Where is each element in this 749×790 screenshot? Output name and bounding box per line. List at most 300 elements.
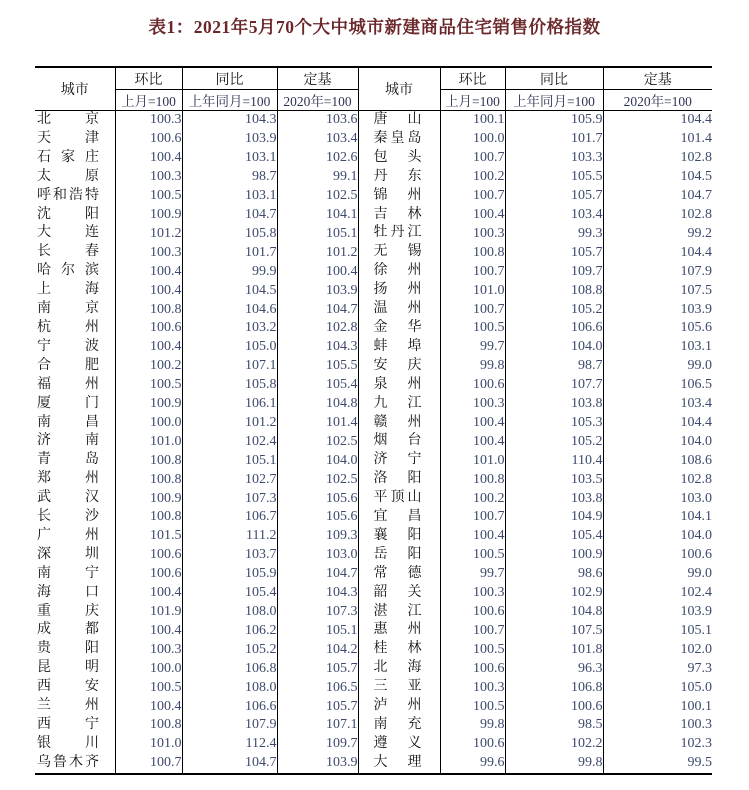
base-value: 104.1 bbox=[277, 206, 358, 225]
city-cell bbox=[35, 206, 115, 225]
table-row bbox=[35, 640, 712, 659]
city-cell bbox=[35, 565, 115, 584]
city-cell bbox=[35, 395, 115, 414]
city-name: 大 连 bbox=[37, 225, 99, 241]
yoy-value: 105.4 bbox=[182, 584, 277, 603]
mom-value: 99.7 bbox=[440, 565, 505, 584]
city-cell bbox=[358, 735, 440, 754]
mom-value: 100.7 bbox=[115, 754, 182, 774]
city-name: 扬 州 bbox=[373, 282, 422, 298]
city-name: 遵 义 bbox=[373, 735, 422, 751]
mom-value: 100.2 bbox=[440, 168, 505, 187]
mom-value: 100.6 bbox=[115, 565, 182, 584]
base-value: 99.0 bbox=[687, 358, 712, 374]
yoy-value: 103.8 bbox=[505, 395, 603, 414]
city-name: 兰 州 bbox=[37, 698, 99, 714]
mom-value: 100.5 bbox=[115, 678, 182, 697]
base-value: 102.5 bbox=[277, 470, 358, 489]
city-name: 哈 尔 滨 bbox=[37, 263, 99, 279]
yoy-value: 103.1 bbox=[182, 149, 277, 168]
city-cell bbox=[35, 716, 115, 735]
yoy-value: 105.2 bbox=[505, 300, 603, 319]
city-cell bbox=[358, 716, 440, 735]
mom-value: 100.4 bbox=[115, 262, 182, 281]
yoy-value: 105.2 bbox=[505, 432, 603, 451]
base-column-header: 定基 bbox=[603, 67, 712, 90]
city-cell bbox=[35, 281, 115, 300]
table-body bbox=[35, 111, 712, 774]
city-name: 牡 丹 江 bbox=[373, 225, 422, 241]
table-row bbox=[35, 168, 712, 187]
base-value: 100.3 bbox=[680, 717, 712, 733]
yoy-value: 100.9 bbox=[505, 546, 603, 565]
city-cell bbox=[35, 262, 115, 281]
city-cell bbox=[358, 697, 440, 716]
city-cell bbox=[358, 659, 440, 678]
base-value: 103.1 bbox=[680, 339, 712, 355]
table-row bbox=[35, 546, 712, 565]
base-column-header: 定基 bbox=[277, 67, 358, 90]
yoy-value: 105.8 bbox=[182, 224, 277, 243]
city-name: 大 理 bbox=[373, 754, 422, 770]
mom-value: 100.0 bbox=[115, 659, 182, 678]
mom-value: 100.7 bbox=[440, 300, 505, 319]
mom-value: 99.8 bbox=[440, 357, 505, 376]
city-column-header: 城市 bbox=[35, 67, 115, 111]
city-name: 无 锡 bbox=[373, 244, 422, 260]
mom-value: 100.8 bbox=[115, 470, 182, 489]
yoy-value: 112.4 bbox=[182, 735, 277, 754]
table-row bbox=[35, 432, 712, 451]
mom-value: 100.8 bbox=[440, 243, 505, 262]
yoy-value: 102.7 bbox=[182, 470, 277, 489]
city-name: 平 顶 山 bbox=[373, 490, 422, 506]
city-name: 西 宁 bbox=[37, 717, 99, 732]
city-cell bbox=[35, 640, 115, 659]
base-value: 102.5 bbox=[277, 187, 358, 206]
mom-value: 100.1 bbox=[440, 111, 505, 130]
yoy-value: 110.4 bbox=[505, 451, 603, 470]
city-cell bbox=[35, 149, 115, 168]
base-value: 109.3 bbox=[277, 527, 358, 546]
mom-value: 101.9 bbox=[115, 603, 182, 622]
city-name: 石 家 庄 bbox=[37, 149, 99, 165]
city-cell bbox=[358, 130, 440, 149]
yoy-value: 98.5 bbox=[505, 716, 603, 735]
mom-value: 100.6 bbox=[440, 735, 505, 754]
city-cell bbox=[358, 111, 440, 130]
city-cell bbox=[35, 432, 115, 451]
yoy-value: 107.5 bbox=[505, 621, 603, 640]
yoy-value: 104.5 bbox=[182, 281, 277, 300]
city-name: 呼 和 浩 特 bbox=[37, 187, 99, 203]
city-name: 岳 阳 bbox=[373, 546, 422, 562]
yoy-value: 101.2 bbox=[182, 414, 277, 433]
city-name: 南 宁 bbox=[37, 565, 99, 581]
base-value: 107.5 bbox=[680, 282, 712, 298]
yoy-value: 106.6 bbox=[182, 697, 277, 716]
price-index-table bbox=[35, 66, 712, 775]
base-value: 104.4 bbox=[680, 112, 712, 128]
city-cell bbox=[35, 697, 115, 716]
city-cell bbox=[35, 546, 115, 565]
yoy-value: 106.8 bbox=[505, 678, 603, 697]
base-value: 103.9 bbox=[680, 301, 712, 317]
yoy-value: 96.3 bbox=[505, 659, 603, 678]
table-row bbox=[35, 187, 712, 206]
yoy-value: 100.6 bbox=[505, 697, 603, 716]
city-cell bbox=[358, 338, 440, 357]
city-name: 乌 鲁 木 齐 bbox=[37, 754, 99, 770]
base-value: 103.9 bbox=[277, 754, 358, 774]
city-name: 广 州 bbox=[37, 527, 99, 543]
city-cell bbox=[358, 565, 440, 584]
base-value: 105.4 bbox=[277, 376, 358, 395]
city-name: 重 庆 bbox=[37, 603, 99, 619]
city-name: 南 充 bbox=[373, 717, 422, 732]
base-value: 102.3 bbox=[680, 736, 712, 752]
city-cell bbox=[358, 243, 440, 262]
base-value: 105.1 bbox=[277, 224, 358, 243]
base-value: 103.4 bbox=[680, 396, 712, 412]
mom-value: 100.5 bbox=[115, 376, 182, 395]
yoy-value: 106.7 bbox=[182, 508, 277, 527]
city-name: 温 州 bbox=[373, 301, 422, 317]
city-name: 桂 林 bbox=[373, 641, 422, 657]
city-cell bbox=[358, 470, 440, 489]
yoy-value: 105.5 bbox=[505, 168, 603, 187]
yoy-value: 109.7 bbox=[505, 262, 603, 281]
base-value: 104.0 bbox=[277, 451, 358, 470]
mom-value: 100.7 bbox=[440, 621, 505, 640]
mom-value: 100.5 bbox=[440, 546, 505, 565]
mom-value: 100.5 bbox=[115, 187, 182, 206]
base-value: 99.5 bbox=[687, 755, 712, 771]
city-name: 襄 阳 bbox=[373, 527, 422, 543]
city-cell bbox=[35, 338, 115, 357]
yoy-value: 104.0 bbox=[505, 338, 603, 357]
yoy-value: 104.8 bbox=[505, 603, 603, 622]
table-row bbox=[35, 338, 712, 357]
city-cell bbox=[358, 678, 440, 697]
yoy-value: 99.8 bbox=[505, 754, 603, 774]
city-cell bbox=[358, 584, 440, 603]
city-cell bbox=[358, 300, 440, 319]
city-cell bbox=[358, 432, 440, 451]
city-name: 洛 阳 bbox=[373, 471, 422, 487]
yoy-value: 106.2 bbox=[182, 621, 277, 640]
base-value: 105.7 bbox=[277, 697, 358, 716]
city-cell bbox=[358, 168, 440, 187]
table-row bbox=[35, 584, 712, 603]
mom-value: 100.6 bbox=[115, 319, 182, 338]
base-value: 97.3 bbox=[687, 660, 712, 676]
mom-value: 101.0 bbox=[440, 451, 505, 470]
base-value: 107.9 bbox=[680, 263, 712, 279]
table-row bbox=[35, 300, 712, 319]
table-header bbox=[35, 67, 712, 111]
city-cell bbox=[35, 414, 115, 433]
city-name: 蚌 埠 bbox=[373, 338, 422, 354]
mom-value: 100.7 bbox=[440, 149, 505, 168]
mom-value: 100.6 bbox=[440, 603, 505, 622]
yoy-base-note: 上年同月=100 bbox=[505, 90, 603, 111]
base-value: 99.1 bbox=[277, 168, 358, 187]
mom-value: 100.7 bbox=[440, 262, 505, 281]
mom-value: 101.0 bbox=[440, 281, 505, 300]
city-name: 三 亚 bbox=[373, 679, 422, 695]
mom-value: 101.5 bbox=[115, 527, 182, 546]
yoy-value: 105.9 bbox=[505, 111, 603, 130]
table-row bbox=[35, 206, 712, 225]
city-name: 天 津 bbox=[37, 130, 99, 146]
yoy-value: 105.0 bbox=[182, 338, 277, 357]
city-name: 昆 明 bbox=[37, 660, 99, 676]
city-cell bbox=[35, 376, 115, 395]
table-row bbox=[35, 357, 712, 376]
base-value: 104.2 bbox=[277, 640, 358, 659]
table-row bbox=[35, 376, 712, 395]
yoy-base-note: 上年同月=100 bbox=[182, 90, 277, 111]
fixed-base-note: 2020年=100 bbox=[277, 90, 358, 111]
mom-value: 100.8 bbox=[440, 470, 505, 489]
city-cell bbox=[358, 187, 440, 206]
city-name: 泸 州 bbox=[373, 698, 422, 714]
yoy-value: 104.7 bbox=[182, 206, 277, 225]
base-value: 105.6 bbox=[277, 508, 358, 527]
base-value: 99.2 bbox=[687, 225, 712, 241]
city-name: 烟 台 bbox=[373, 433, 422, 449]
city-name: 锦 州 bbox=[373, 187, 422, 203]
mom-value: 100.9 bbox=[115, 206, 182, 225]
table-row bbox=[35, 111, 712, 130]
yoy-value: 103.5 bbox=[505, 470, 603, 489]
city-name: 济 宁 bbox=[373, 452, 422, 468]
city-cell bbox=[358, 508, 440, 527]
yoy-value: 104.9 bbox=[505, 508, 603, 527]
base-value: 104.8 bbox=[277, 395, 358, 414]
yoy-value: 101.8 bbox=[505, 640, 603, 659]
mom-value: 100.0 bbox=[440, 130, 505, 149]
base-value: 103.0 bbox=[680, 490, 712, 506]
mom-value: 100.5 bbox=[440, 697, 505, 716]
city-name: 徐 州 bbox=[373, 263, 422, 279]
city-cell bbox=[358, 281, 440, 300]
base-value: 102.8 bbox=[680, 150, 712, 166]
mom-value: 100.0 bbox=[115, 414, 182, 433]
city-cell bbox=[35, 300, 115, 319]
city-name: 宁 波 bbox=[37, 338, 99, 354]
mom-value: 100.9 bbox=[115, 489, 182, 508]
yoy-column-header: 同比 bbox=[505, 67, 603, 90]
base-value: 102.8 bbox=[277, 319, 358, 338]
table-row bbox=[35, 678, 712, 697]
city-name: 湛 江 bbox=[373, 603, 422, 619]
yoy-value: 105.7 bbox=[505, 187, 603, 206]
city-cell bbox=[358, 546, 440, 565]
base-value: 105.0 bbox=[680, 679, 712, 695]
city-name: 沈 阳 bbox=[37, 206, 99, 222]
base-value: 104.0 bbox=[680, 433, 712, 449]
yoy-value: 103.1 bbox=[182, 187, 277, 206]
mom-value: 100.4 bbox=[440, 414, 505, 433]
mom-value: 100.4 bbox=[115, 697, 182, 716]
header-row-labels bbox=[35, 67, 712, 90]
base-value: 104.3 bbox=[277, 584, 358, 603]
city-name: 秦 皇 岛 bbox=[373, 130, 422, 146]
city-cell bbox=[35, 527, 115, 546]
table-row bbox=[35, 262, 712, 281]
city-name: 海 口 bbox=[37, 584, 99, 600]
city-cell bbox=[35, 243, 115, 262]
base-value: 104.7 bbox=[277, 300, 358, 319]
yoy-value: 103.8 bbox=[505, 489, 603, 508]
yoy-value: 101.7 bbox=[182, 243, 277, 262]
city-name: 成 都 bbox=[37, 622, 99, 638]
city-cell bbox=[358, 224, 440, 243]
yoy-value: 105.3 bbox=[505, 414, 603, 433]
city-name: 包 头 bbox=[373, 149, 422, 165]
city-name: 武 汉 bbox=[37, 490, 99, 506]
mom-value: 100.8 bbox=[115, 451, 182, 470]
city-name: 吉 林 bbox=[373, 206, 422, 222]
table-row bbox=[35, 451, 712, 470]
mom-value: 100.4 bbox=[115, 621, 182, 640]
yoy-value: 101.7 bbox=[505, 130, 603, 149]
base-value: 102.6 bbox=[277, 149, 358, 168]
mom-value: 100.9 bbox=[115, 395, 182, 414]
yoy-value: 111.2 bbox=[182, 527, 277, 546]
city-cell bbox=[35, 111, 115, 130]
city-name: 北 海 bbox=[373, 660, 422, 676]
yoy-value: 105.8 bbox=[182, 376, 277, 395]
city-cell bbox=[358, 621, 440, 640]
yoy-value: 104.7 bbox=[182, 754, 277, 774]
yoy-value: 102.2 bbox=[505, 735, 603, 754]
base-value: 104.7 bbox=[680, 188, 712, 204]
city-cell bbox=[358, 262, 440, 281]
city-name: 合 肥 bbox=[37, 357, 99, 373]
mom-value: 100.8 bbox=[115, 716, 182, 735]
city-cell bbox=[358, 376, 440, 395]
base-value: 106.5 bbox=[680, 377, 712, 393]
yoy-value: 99.3 bbox=[505, 224, 603, 243]
city-cell bbox=[35, 319, 115, 338]
base-value: 109.7 bbox=[277, 735, 358, 754]
city-name: 北 京 bbox=[37, 112, 99, 127]
yoy-value: 106.8 bbox=[182, 659, 277, 678]
base-value: 101.4 bbox=[680, 131, 712, 147]
base-value: 108.6 bbox=[680, 452, 712, 468]
table-row bbox=[35, 470, 712, 489]
table-title: 表1：2021年5月70个大中城市新建商品住宅销售价格指数 bbox=[148, 17, 601, 37]
mom-value: 100.3 bbox=[115, 168, 182, 187]
yoy-value: 108.0 bbox=[182, 603, 277, 622]
city-name: 济 南 bbox=[37, 433, 99, 449]
mom-value: 100.4 bbox=[115, 149, 182, 168]
mom-value: 100.6 bbox=[440, 659, 505, 678]
base-value: 105.7 bbox=[277, 659, 358, 678]
city-name: 常 德 bbox=[373, 565, 422, 581]
table-row bbox=[35, 489, 712, 508]
mom-value: 100.4 bbox=[440, 206, 505, 225]
city-cell bbox=[358, 357, 440, 376]
mom-value: 100.6 bbox=[115, 546, 182, 565]
yoy-value: 98.7 bbox=[182, 168, 277, 187]
base-value: 103.9 bbox=[277, 281, 358, 300]
yoy-value: 107.3 bbox=[182, 489, 277, 508]
base-value: 104.0 bbox=[680, 528, 712, 544]
fixed-base-note: 2020年=100 bbox=[603, 90, 712, 111]
yoy-value: 103.3 bbox=[505, 149, 603, 168]
city-cell bbox=[35, 224, 115, 243]
city-cell bbox=[358, 451, 440, 470]
base-value: 104.1 bbox=[680, 509, 712, 525]
yoy-value: 105.4 bbox=[505, 527, 603, 546]
mom-value: 100.2 bbox=[115, 357, 182, 376]
city-name: 青 岛 bbox=[37, 452, 99, 468]
table-row bbox=[35, 224, 712, 243]
city-name: 九 江 bbox=[373, 395, 422, 411]
table-row bbox=[35, 130, 712, 149]
table-row bbox=[35, 565, 712, 584]
base-value: 102.0 bbox=[680, 641, 712, 657]
base-value: 99.0 bbox=[687, 566, 712, 582]
table-row bbox=[35, 414, 712, 433]
yoy-value: 102.9 bbox=[505, 584, 603, 603]
yoy-value: 104.6 bbox=[182, 300, 277, 319]
mom-value: 100.3 bbox=[440, 584, 505, 603]
city-name: 南 昌 bbox=[37, 414, 99, 430]
mom-value: 101.0 bbox=[115, 432, 182, 451]
yoy-value: 98.7 bbox=[505, 357, 603, 376]
city-cell bbox=[35, 603, 115, 622]
table-row bbox=[35, 621, 712, 640]
base-value: 100.1 bbox=[680, 698, 712, 714]
city-name: 贵 阳 bbox=[37, 641, 99, 657]
mom-value: 100.6 bbox=[115, 130, 182, 149]
mom-value: 99.7 bbox=[440, 338, 505, 357]
city-name: 赣 州 bbox=[373, 414, 422, 430]
mom-value: 100.4 bbox=[440, 432, 505, 451]
mom-value: 100.4 bbox=[115, 338, 182, 357]
city-name: 宜 昌 bbox=[373, 509, 422, 525]
yoy-value: 103.4 bbox=[505, 206, 603, 225]
mom-column-header: 环比 bbox=[440, 67, 505, 90]
city-name: 银 川 bbox=[37, 735, 99, 751]
mom-value: 100.5 bbox=[440, 319, 505, 338]
yoy-value: 107.9 bbox=[182, 716, 277, 735]
city-name: 韶 关 bbox=[373, 584, 422, 600]
mom-value: 100.4 bbox=[115, 584, 182, 603]
city-cell bbox=[35, 584, 115, 603]
mom-value: 100.7 bbox=[440, 508, 505, 527]
mom-value: 100.8 bbox=[115, 508, 182, 527]
table-row bbox=[35, 243, 712, 262]
city-cell bbox=[358, 149, 440, 168]
yoy-value: 105.7 bbox=[505, 243, 603, 262]
table-row bbox=[35, 395, 712, 414]
mom-value: 100.3 bbox=[440, 224, 505, 243]
city-cell bbox=[35, 508, 115, 527]
yoy-value: 103.9 bbox=[182, 130, 277, 149]
mom-value: 99.8 bbox=[440, 716, 505, 735]
mom-value: 101.2 bbox=[115, 224, 182, 243]
city-cell bbox=[35, 451, 115, 470]
yoy-value: 102.4 bbox=[182, 432, 277, 451]
base-value: 103.0 bbox=[277, 546, 358, 565]
base-value: 101.2 bbox=[277, 243, 358, 262]
